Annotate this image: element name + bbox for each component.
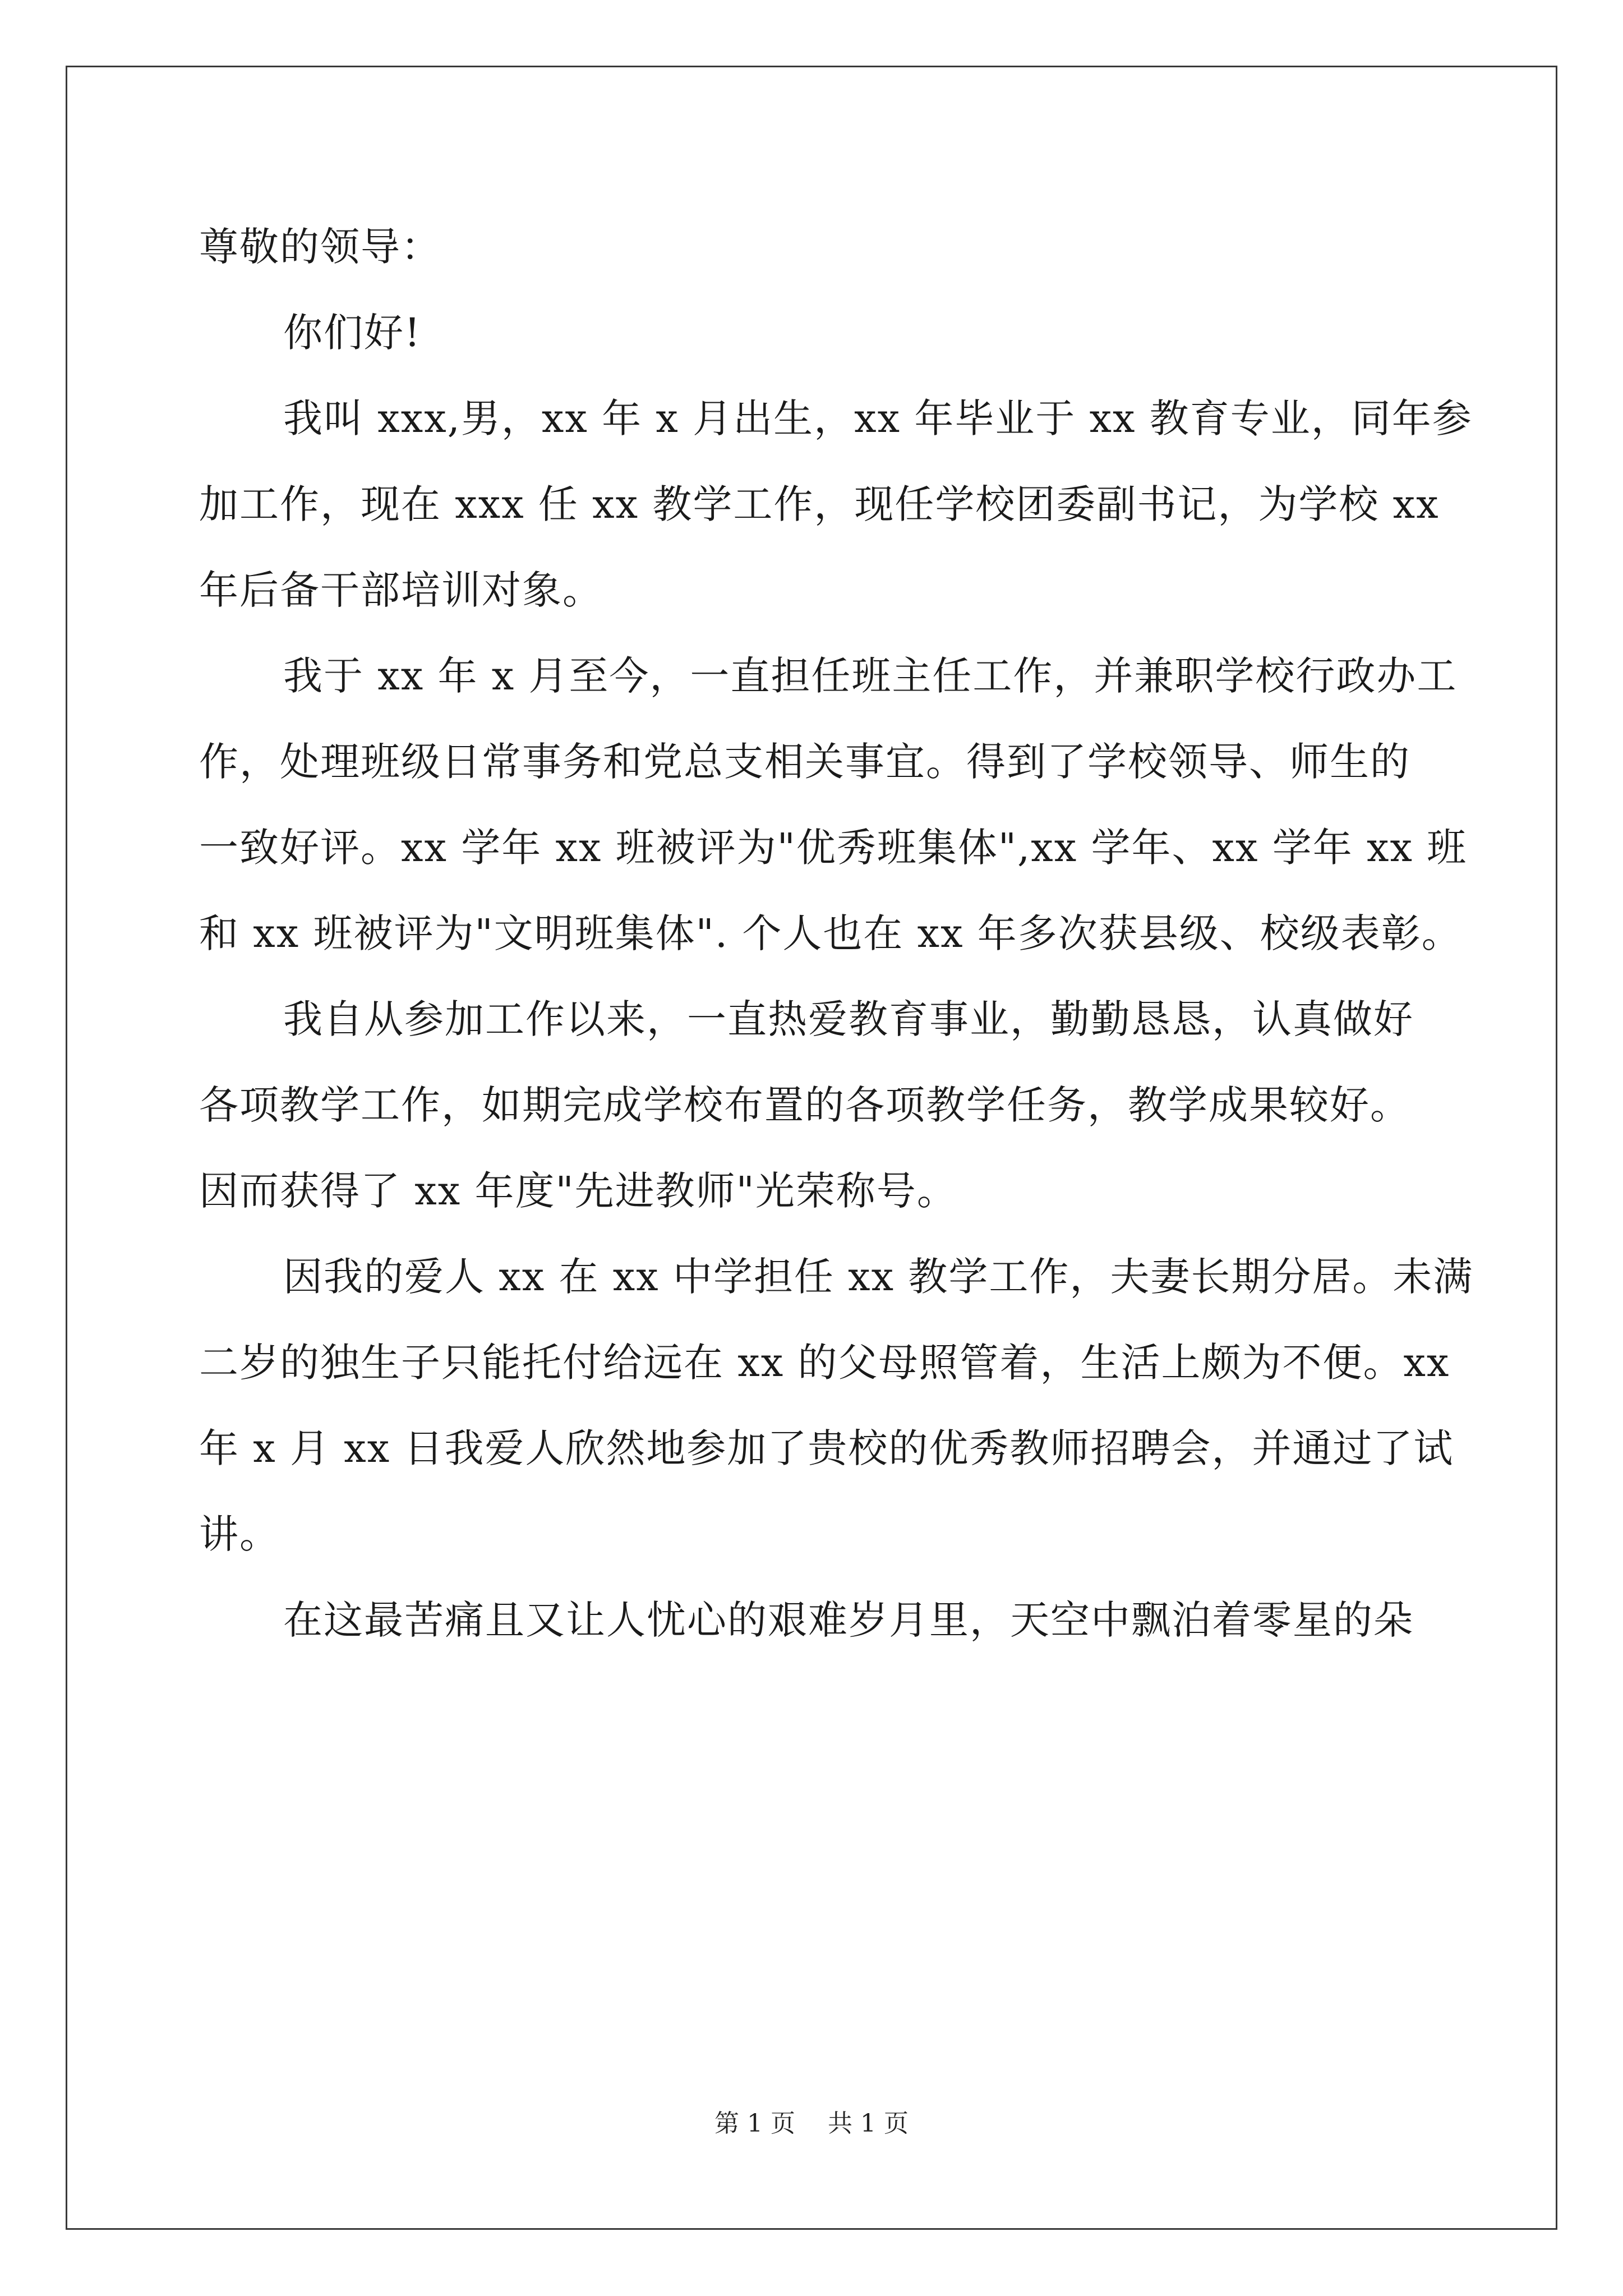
- paragraph-4-line-4: 讲。: [199, 1511, 280, 1557]
- page-border: [66, 66, 1557, 2230]
- paragraph-5-line-1: 在这最苦痛且又让人忧心的艰难岁月里，天空中飘泊着零星的朵: [283, 1597, 1414, 1643]
- paragraph-4-line-3: 年 x 月 xx 日我爱人欣然地参加了贵校的优秀教师招聘会，并通过了试: [199, 1425, 1454, 1471]
- salutation: 尊敬的领导：: [199, 224, 441, 270]
- greeting: 你们好!: [283, 310, 422, 356]
- page-number-footer: 第 1 页 共 1 页: [714, 2109, 909, 2138]
- paragraph-4-line-1: 因我的爱人 xx 在 xx 中学担任 xx 教学工作，夫妻长期分居。未满: [283, 1254, 1474, 1300]
- paragraph-2-line-4: 和 xx 班被评为"文明班集体". 个人也在 xx 年多次获县级、校级表彰。: [199, 910, 1462, 956]
- paragraph-4-line-2: 二岁的独生子只能托付给远在 xx 的父母照管着，生活上颇为不便。xx: [199, 1340, 1450, 1386]
- paragraph-3-line-2: 各项教学工作，如期完成学校布置的各项教学任务，教学成果较好。: [199, 1082, 1410, 1128]
- paragraph-1-line-2: 加工作，现在 xxx 任 xx 教学工作，现任学校团委副书记，为学校 xx: [199, 481, 1440, 527]
- paragraph-2-line-1: 我于 xx 年 x 月至今，一直担任班主任工作，并兼职学校行政办工: [283, 653, 1458, 699]
- paragraph-3-line-1: 我自从参加工作以来，一直热爱教育事业，勤勤恳恳，认真做好: [283, 996, 1414, 1042]
- paragraph-1-line-3: 年后备干部培训对象。: [199, 567, 603, 613]
- paragraph-3-line-3: 因而获得了 xx 年度"先进教师"光荣称号。: [199, 1168, 957, 1214]
- paragraph-2-line-2: 作，处理班级日常事务和党总支相关事宜。得到了学校领导、师生的: [199, 739, 1410, 785]
- paragraph-2-line-3: 一致好评。xx 学年 xx 班被评为"优秀班集体",xx 学年、xx 学年 xx 班: [199, 825, 1468, 871]
- paragraph-1-line-1: 我叫 xxx,男，xx 年 x 月出生，xx 年毕业于 xx 教育专业，同年参: [283, 395, 1473, 441]
